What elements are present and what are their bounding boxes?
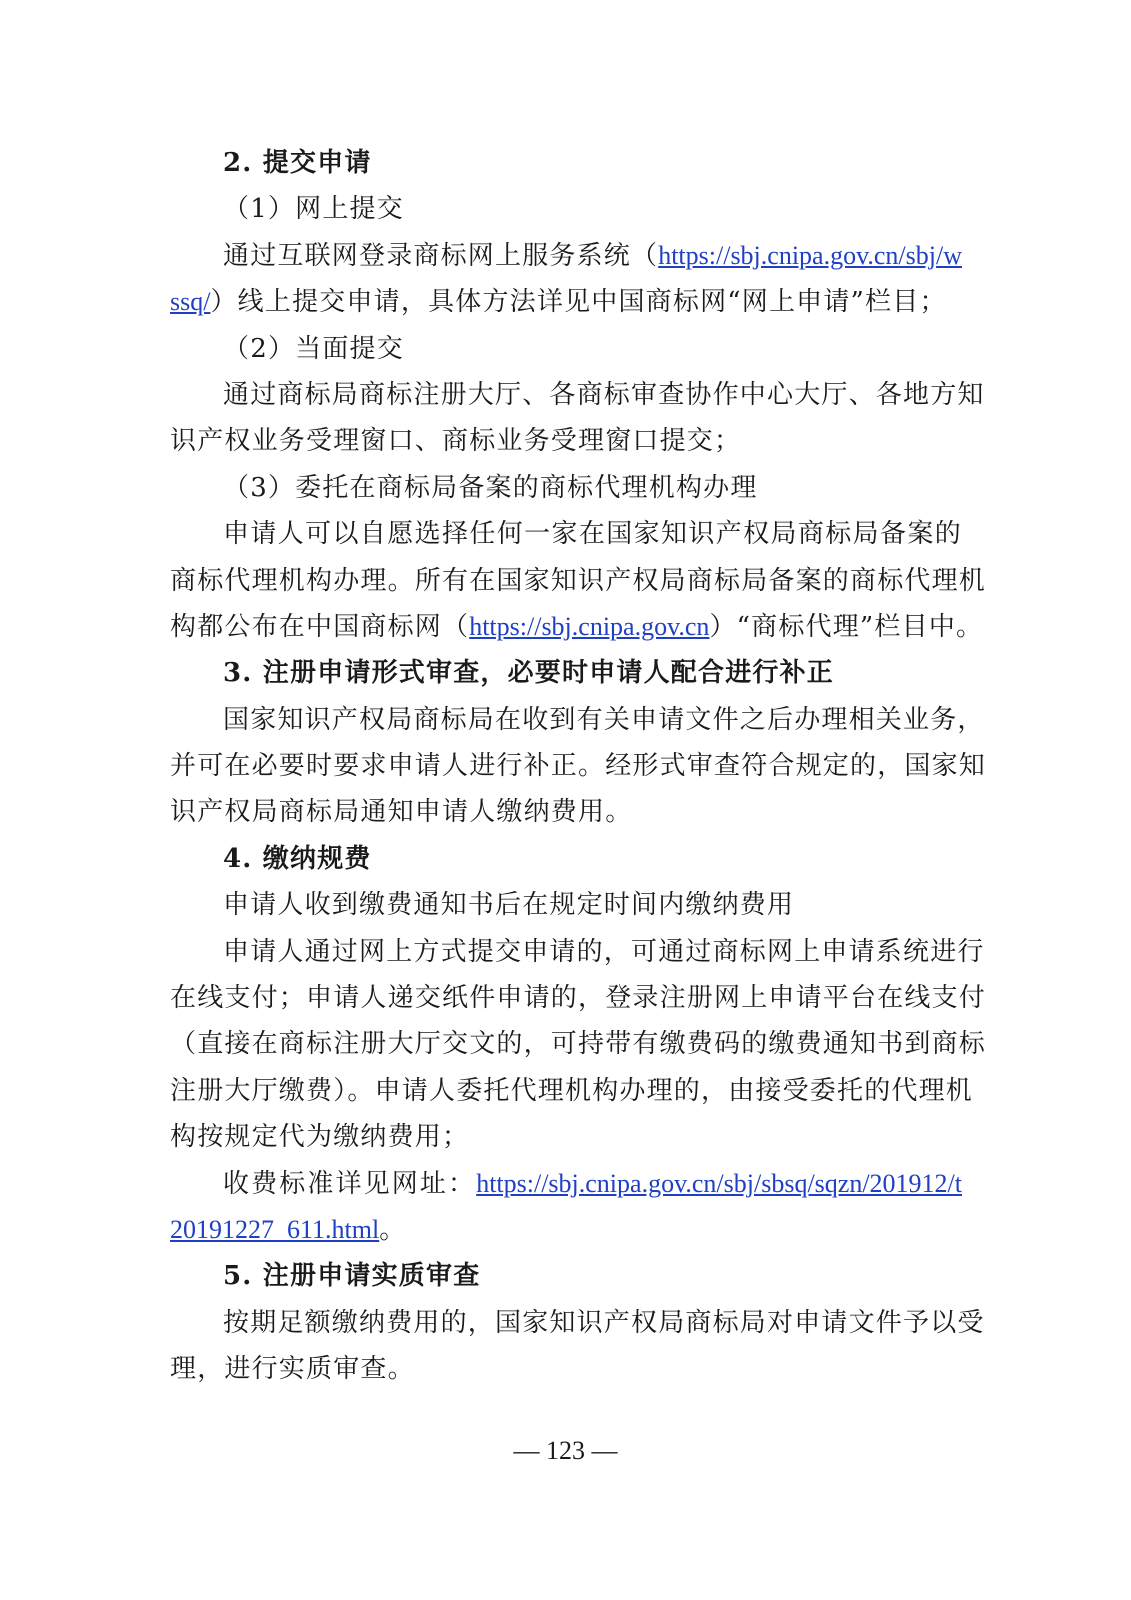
fee-standard-link-continued[interactable]: 20191227_611.html: [170, 1214, 380, 1244]
section-heading-submit-application: 2. 提交申请: [223, 148, 372, 178]
section-heading-pay-fees: 4. 缴纳规费: [223, 843, 372, 874]
paragraph-line: 识产权业务受理窗口、商标业务受理窗口提交；: [170, 426, 742, 457]
online-system-link[interactable]: https://sbj.cnipa.gov.cn/sbj/w: [658, 240, 963, 270]
fee-standard-link[interactable]: https://sbj.cnipa.gov.cn/sbj/sbsq/sqzn/201912/t: [476, 1168, 962, 1198]
paragraph-line: 理，进行实质审查。: [170, 1354, 415, 1385]
paragraph-line: 并可在必要时要求申请人进行补正。经形式审查符合规定的，国家知: [170, 751, 987, 782]
paragraph-line: 识产权局商标局通知申请人缴纳费用。: [170, 797, 633, 828]
paragraph-line: 通过商标局商标注册大厅、各商标审查协作中心大厅、各地方知: [223, 379, 985, 410]
paragraph-line: 在线支付；申请人递交纸件申请的，登录注册网上申请平台在线支付: [170, 983, 987, 1014]
cnipa-link[interactable]: https://sbj.cnipa.gov.cn: [469, 611, 710, 641]
paragraph-line: [170, 1207, 962, 1253]
text-span: ）线上提交申请，具体方法详见中国商标网“网上申请”栏目；: [210, 287, 947, 318]
paragraph-line: 国家知识产权局商标局在收到有关申请文件之后办理相关业务，: [223, 704, 985, 735]
paragraph-line: 按期足额缴纳费用的，国家知识产权局商标局对申请文件予以受: [223, 1307, 985, 1338]
section-heading-substantive-examination: 5. 注册申请实质审查: [223, 1261, 481, 1292]
paragraph-line: [170, 279, 962, 325]
section-heading-formal-examination: 3. 注册申请形式审查，必要时申请人配合进行补正: [223, 658, 834, 689]
paragraph-line: （直接在商标注册大厅交文的，可持带有缴费码的缴费通知书到商标: [170, 1029, 987, 1060]
text-span: 通过互联网登录商标网上服务系统（: [223, 240, 659, 271]
text-span: 。: [379, 1214, 407, 1245]
paragraph-line: 申请人可以自愿选择任何一家在国家知识产权局商标局备案的: [223, 519, 962, 550]
text-span: ）“商标代理”栏目中。: [709, 611, 984, 642]
paragraph-line: 申请人收到缴费通知书后在规定时间内缴纳费用: [223, 890, 795, 921]
text-span: 构都公布在中国商标网（: [170, 611, 470, 642]
subheading-agency-submission: （3）委托在商标局备案的商标代理机构办理: [223, 472, 758, 503]
paragraph-line: 申请人通过网上方式提交申请的，可通过商标网上申请系统进行: [223, 936, 985, 967]
paragraph-line: 商标代理机构办理。所有在国家知识产权局商标局备案的商标代理机: [170, 565, 987, 596]
page-number: — 123 —: [513, 1436, 618, 1465]
text-span: 收费标准详见网址：: [223, 1168, 477, 1199]
online-system-link-continued[interactable]: ssq/: [170, 287, 211, 317]
paragraph-line: [170, 1161, 962, 1207]
subheading-in-person-submission: （2）当面提交: [223, 333, 404, 364]
document-body: [170, 140, 987, 1393]
paragraph-line: [170, 233, 962, 279]
subheading-online-submission: （1）网上提交: [223, 194, 404, 225]
paragraph-line: [170, 604, 984, 650]
paragraph-line: 注册大厅缴费）。申请人委托代理机构办理的，由接受委托的代理机: [170, 1075, 974, 1106]
paragraph-line: 构按规定代为缴纳费用；: [170, 1122, 470, 1153]
